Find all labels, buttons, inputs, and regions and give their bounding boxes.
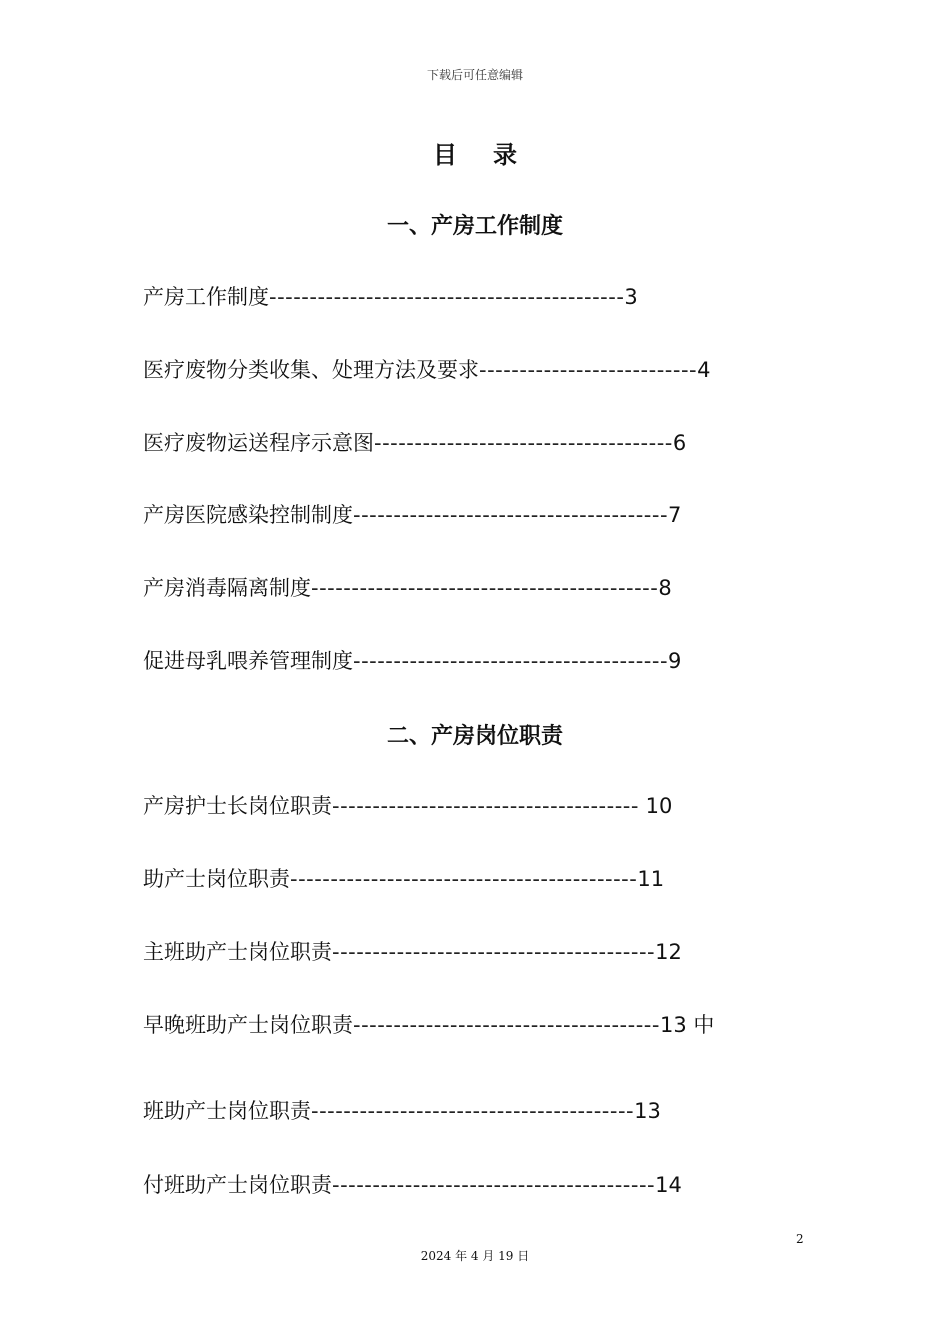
toc-entry-text: 医疗废物分类收集、处理方法及要求 xyxy=(143,358,479,382)
toc-entry-text: 产房工作制度 xyxy=(143,285,269,309)
toc-page-number: 7 xyxy=(668,503,682,527)
toc-entry[interactable] xyxy=(143,1097,661,1125)
toc-entry[interactable] xyxy=(143,574,672,602)
toc-leader: --------------------------------------- xyxy=(353,649,669,673)
toc-entry-text: 助产士岗位职责 xyxy=(143,867,290,891)
toc-title: 目录 xyxy=(433,141,553,169)
toc-entry-text: 班助产士岗位职责 xyxy=(143,1099,311,1123)
toc-entry-text: 付班助产士岗位职责 xyxy=(143,1173,332,1197)
toc-entry[interactable] xyxy=(143,647,681,675)
footer-date: 2024 年 4 月 19 日 xyxy=(420,1249,530,1263)
toc-entry[interactable] xyxy=(143,1011,714,1039)
toc-entry-text: 产房医院感染控制制度 xyxy=(143,503,353,527)
header-note: 下载后可任意编辑 xyxy=(426,68,523,82)
toc-entry[interactable] xyxy=(143,501,681,529)
toc-page-number: 13 xyxy=(634,1099,661,1123)
toc-page-number: 11 xyxy=(637,867,665,891)
toc-page-number: 14 xyxy=(655,1173,682,1197)
page-number: 2 xyxy=(796,1232,804,1246)
toc-leader: -------------------------------------- xyxy=(353,1013,660,1037)
section-heading-work-rules: 一、产房工作制度 xyxy=(386,214,563,239)
toc-leader: ---------------------------------------- xyxy=(332,1173,656,1197)
toc-leader: -------------------------------------- xyxy=(332,794,639,818)
toc-entry-text: 主班助产士岗位职责 xyxy=(143,940,332,964)
toc-entry[interactable] xyxy=(143,429,686,457)
toc-leader: ------------------------------------- xyxy=(374,431,673,455)
toc-leader: --------------------------------------- xyxy=(353,503,669,527)
toc-page-number: 4 xyxy=(697,358,711,382)
toc-leader: ---------------------------------------- xyxy=(332,940,656,964)
toc-leader: --------------------------- xyxy=(479,358,698,382)
toc-page-number: 6 xyxy=(672,431,687,455)
toc-entry-text: 促进母乳喂养管理制度 xyxy=(143,649,353,673)
toc-entry-text: 产房护士长岗位职责 xyxy=(143,794,332,818)
toc-entry-text: 产房消毒隔离制度 xyxy=(143,576,311,600)
toc-leader: ------------------------------------------- xyxy=(290,867,638,891)
toc-page-number: 12 xyxy=(655,940,682,964)
section-heading-job-duties: 二、产房岗位职责 xyxy=(386,724,563,749)
toc-leader: ------------------------------------------- xyxy=(311,576,659,600)
toc-leader: ---------------------------------------- xyxy=(311,1099,635,1123)
toc-page-number: 10 xyxy=(638,794,673,818)
toc-page-number: 9 xyxy=(668,649,682,673)
toc-entry[interactable] xyxy=(143,283,638,311)
toc-entry[interactable] xyxy=(143,938,682,966)
toc-page-number: 3 xyxy=(624,285,638,309)
toc-entry[interactable] xyxy=(143,792,672,820)
toc-entry[interactable] xyxy=(143,1171,682,1199)
toc-entry[interactable] xyxy=(143,865,664,893)
toc-page-number: 8 xyxy=(658,576,672,600)
toc-entry-text: 早晚班助产士岗位职责 xyxy=(143,1013,353,1037)
toc-leader: -------------------------------------------- xyxy=(269,285,625,309)
toc-entry-text: 医疗废物运送程序示意图 xyxy=(143,431,374,455)
toc-page-number: 13 中 xyxy=(659,1013,715,1037)
toc-entry[interactable] xyxy=(143,356,710,384)
